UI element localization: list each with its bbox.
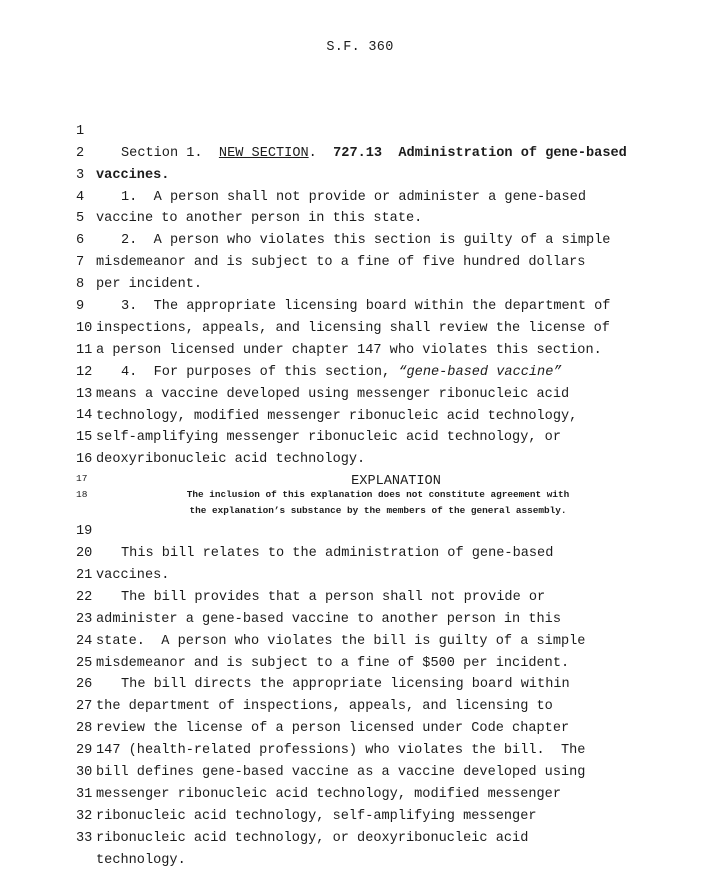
line-text: The bill provides that a person shall not provide or [121, 589, 546, 605]
line-text: 2. A person who violates this section is guilty of a simple [121, 233, 611, 249]
line-text: vaccines. [96, 567, 170, 583]
line-text: technology, modified messenger ribonucleic acid technology, [96, 408, 578, 424]
line-number: 9 [76, 299, 85, 315]
line-text: self-amplifying messenger ribonucleic acid technology, or [96, 430, 561, 446]
line-text: vaccine to another person in this state. [96, 211, 423, 227]
line-text: 1. A person shall not provide or administer a gene-based [121, 189, 586, 205]
line-number: 26 [76, 677, 93, 693]
line-text: 3. The appropriate licensing board within the department of [121, 299, 611, 315]
line-number: 11 [76, 342, 93, 358]
line-text: misdemeanor and is subject to a fine of five hundred dollars [96, 255, 586, 271]
line-number: 1 [76, 123, 85, 139]
line-number: 32 [76, 808, 93, 824]
line-number: 4 [76, 189, 85, 205]
line-number: 14 [76, 408, 93, 424]
line-number: 12 [76, 364, 93, 380]
line-number: 19 [76, 524, 93, 540]
line-number: 21 [76, 567, 93, 583]
line-text: This bill relates to the administration of gene-based [121, 546, 554, 562]
bill-number: S.F. 360 [326, 40, 394, 55]
line-number: 31 [76, 786, 93, 802]
line-text: ribonucleic acid technology, self-amplifying messenger [96, 808, 537, 824]
line-number: 29 [76, 743, 93, 759]
separator: . [308, 145, 334, 161]
line-number: 5 [76, 211, 85, 227]
disclaimer-text: the explanation’s substance by the members of the general assembly. [189, 505, 567, 517]
line-text: the department of inspections, appeals, and licensing to [96, 699, 553, 715]
line-number: 2 [76, 145, 85, 161]
definition-prefix: 4. For purposes of this section, [121, 364, 399, 380]
line-text: misdemeanor and is subject to a fine of $500 per incident. [96, 655, 570, 671]
line-number: 30 [76, 764, 93, 780]
line-number: 6 [76, 233, 85, 249]
line-number: 20 [76, 546, 93, 562]
line-number: 25 [76, 655, 93, 671]
bill-body [0, 99, 720, 868]
line-number: 3 [76, 167, 85, 183]
line-number: 18 [76, 489, 88, 501]
line-text: a person licensed under chapter 147 who violates this section. [96, 342, 602, 358]
new-section-label: NEW SECTION [218, 145, 309, 161]
line-number: 22 [76, 589, 93, 605]
line-number: 28 [76, 721, 93, 737]
line-text: deoxyribonucleic acid technology. [96, 452, 366, 468]
line-text: 147 (health-related professions) who violates the bill. The [96, 743, 586, 759]
line-number: 16 [76, 452, 93, 468]
line-number: 13 [76, 386, 93, 402]
line-text: state. A person who violates the bill is guilty of a simple [96, 633, 586, 649]
line-text: technology. [96, 852, 186, 868]
line-text: The bill directs the appropriate licensing board within [121, 677, 570, 693]
line-text: messenger ribonucleic acid technology, modified messenger [96, 786, 561, 802]
line-number: 24 [76, 633, 93, 649]
line-text: bill defines gene-based vaccine as a vaccine developed using [96, 764, 586, 780]
line-1 [0, 99, 720, 161]
defined-term: “gene-based vaccine” [398, 364, 562, 380]
disclaimer-text: The inclusion of this explanation does not constitute agreement with [186, 489, 570, 501]
line-text: review the license of a person licensed under Code chapter [96, 721, 570, 737]
line-number: 15 [76, 430, 93, 446]
line-number: 33 [76, 830, 93, 846]
section-title: 727.13 Administration of gene-based [333, 145, 627, 161]
line-text: means a vaccine developed using messenger ribonucleic acid [96, 386, 570, 402]
line-number: 17 [76, 473, 88, 485]
line-number: 27 [76, 699, 93, 715]
line-text: administer a gene-based vaccine to another person in this [96, 611, 561, 627]
line-text: ribonucleic acid technology, or deoxyribonucleic acid [96, 830, 529, 846]
line-text: inspections, appeals, and licensing shall review the license of [96, 320, 610, 336]
line-text: per incident. [96, 277, 203, 293]
line-number: 10 [76, 320, 93, 336]
explanation-heading: EXPLANATION [351, 474, 441, 490]
section-label: Section 1. [121, 145, 219, 161]
section-title-cont: vaccines. [96, 167, 170, 183]
line-number: 8 [76, 277, 85, 293]
line-number: 7 [76, 255, 85, 271]
line-number: 23 [76, 611, 93, 627]
